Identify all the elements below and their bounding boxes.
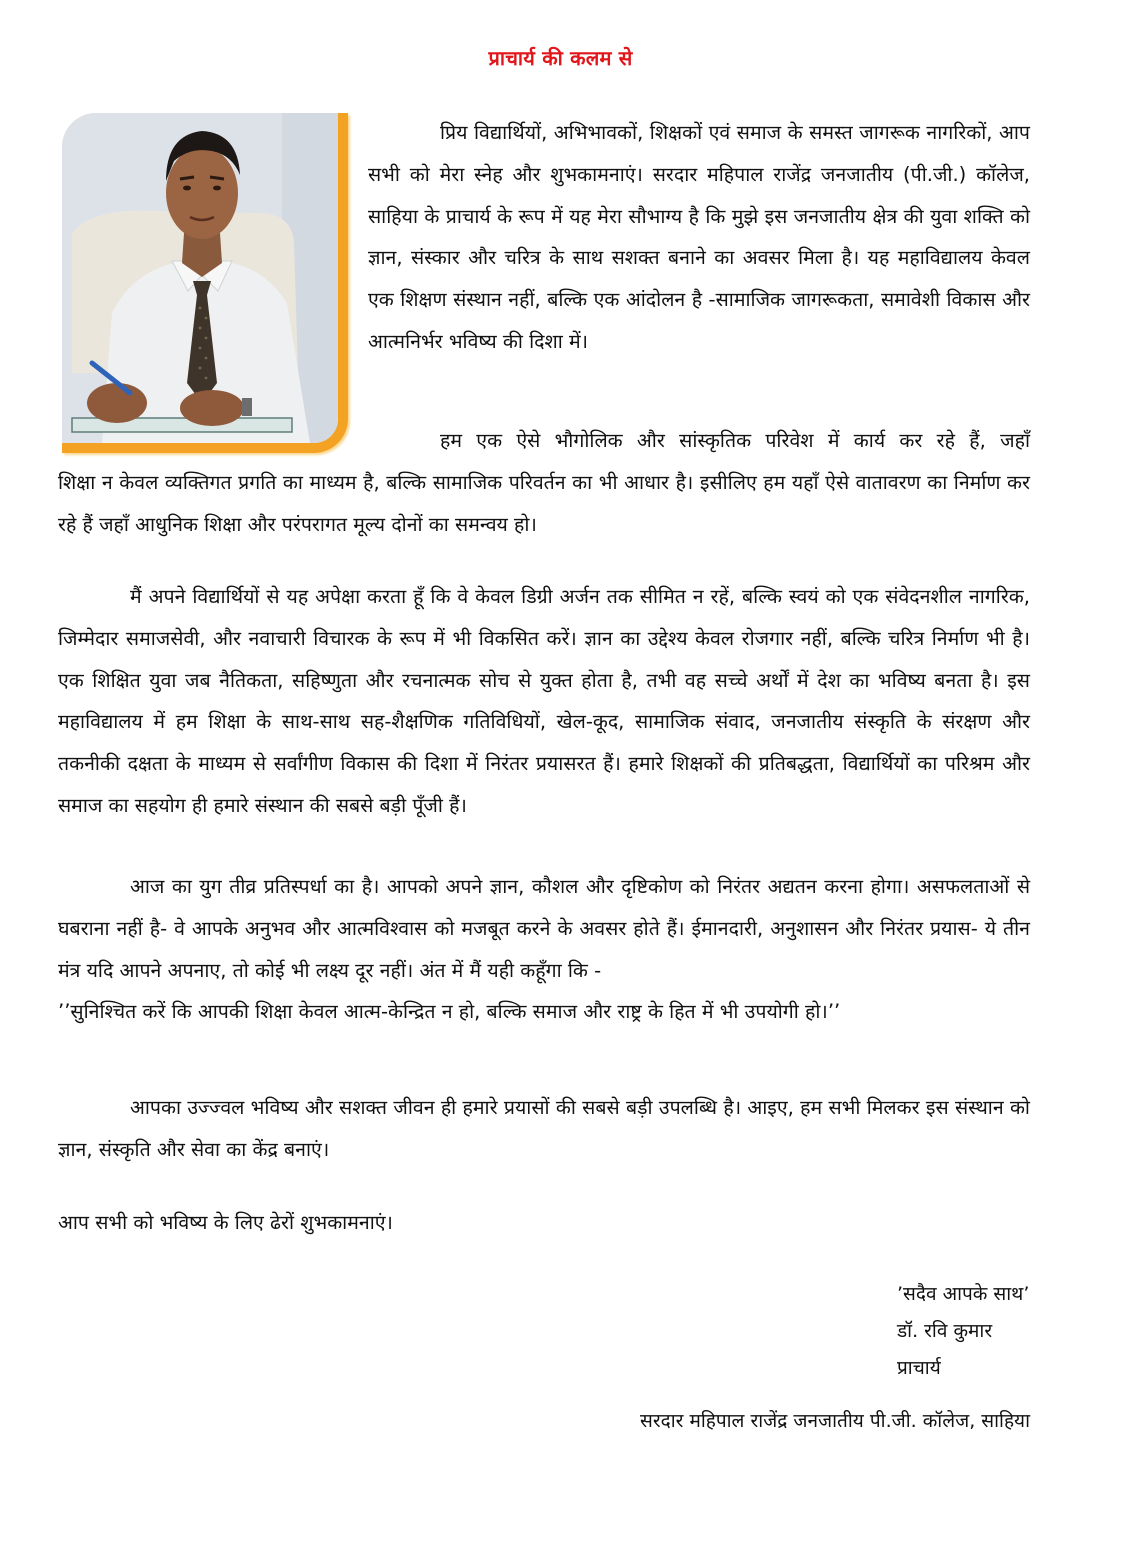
environment-paragraph-rest: शिक्षा न केवल व्यक्तिगत प्रगति का माध्यम है, बल्कि सामाजिक परिवर्तन का भी आधार है। इसीलिए हम यहाँ ऐसे वातावरण का निर्माण कर रहे हैं जहाँ आधुनिक शिक्षा और परंपरागत मूल्य दोनों का समन्वय हो। [58, 470, 1030, 536]
expectations-paragraph: मैं अपने विद्यार्थियों से यह अपेक्षा करता हूँ कि वे केवल डिग्री अर्जन तक सीमित न रहें, बल्कि स्वयं को एक संवेदनशील नागरिक, जिम्मेदार समाजसेवी, और नवाचारी विचारक के रूप में भी विकसित करें। ज्ञान का उद्देश्य केवल रोजगार नहीं, बल्कि चरित्र निर्माण भी है। एक शिक्षित युवा जब नैतिकता, सहिष्णुता और रचनात्मक सोच से युक्त होता है, तभी वह सच्चे अर्थों में देश का भविष्य बनता है। इस महाविद्यालय में हम शिक्षा के साथ-साथ सह-शैक्षणिक गतिविधियों, खेल-कूद, सामाजिक संवाद, जनजातीय संस्कृति के संरक्षण और तकनीकी दक्षता के माध्यम से सर्वांगीण विकास की दिशा में निरंतर प्रयासरत हैं। हमारे शिक्षकों की प्रतिबद्धता, विद्यार्थियों का परिश्रम और समाज का सहयोग ही हमारे संस्थान की सबसे बड़ी पूँजी हैं। [58, 585, 1030, 817]
signature-name: डॉ. रवि कुमार [897, 1320, 993, 1342]
signature-closing: ’सदैव आपके साथ’ [897, 1283, 1030, 1305]
intro-paragraph: प्रिय विद्यार्थियों, अभिभावकों, शिक्षकों एवं समाज के समस्त जागरूक नागरिकों, आप सभी को मेरा स्नेह और शुभकामनाएं। सरदार महिपाल राजेंद्र जनजातीय (पी.जी.) कॉलेज, साहिया के प्राचार्य के रूप में यह मेरा सौभाग्य है कि मुझे इस जनजातीय क्षेत्र की युवा शक्ति को ज्ञान, संस्कार और चरित्र के साथ सशक्त बनाने का अवसर मिला है। यह महाविद्यालय केवल एक शिक्षण संस्थान नहीं, बल्कि एक आंदोलन है -सामाजिक जागरूकता, समावेशी विकास और आत्मनिर्भर भविष्य की दिशा में। [368, 121, 1030, 353]
page-title: प्राचार्य की कलम से [488, 46, 633, 70]
signature-institution: सरदार महिपाल राजेंद्र जनजातीय पी.जी. कॉलेज, साहिया [640, 1410, 1030, 1432]
signature-block [897, 1276, 1029, 1387]
wishes-paragraph: आप सभी को भविष्य के लिए ढेरों शुभकामनाएं। [58, 1211, 393, 1234]
environment-paragraph-first-line: हम एक ऐसे भौगोलिक और सांस्कृतिक परिवेश में कार्य कर रहे हैं, जहाँ [440, 429, 1030, 452]
closing-quote: ’’सुनिश्चित करें कि आपकी शिक्षा केवल आत्म-केन्द्रित न हो, बल्कि समाज और राष्ट्र के हित में भी उपयोगी हो।’’ [58, 1000, 841, 1024]
environment-paragraph [58, 420, 1030, 545]
competition-paragraph [58, 866, 1030, 1033]
principal-photo [62, 113, 348, 453]
competition-paragraph-text: आज का युग तीव्र प्रतिस्पर्धा का है। आपको अपने ज्ञान, कौशल और दृष्टिकोण को निरंतर अद्यतन करना होगा। असफलताओं से घबराना नहीं है- वे आपके अनुभव और आत्मविश्वास को मजबूत करने के अवसर होते हैं। ईमानदारी, अनुशासन और निरंतर प्रयास- ये तीन मंत्र यदि आपने अपनाए, तो कोई भी लक्ष्य दूर नहीं। अंत में मैं यही कहूँगा कि - [58, 875, 1030, 982]
future-paragraph: आपका उज्ज्वल भविष्य और सशक्त जीवन ही हमारे प्रयासों की सबसे बड़ी उपलब्धि है। आइए, हम सभी मिलकर इस संस्थान को ज्ञान, संस्कृति और सेवा का केंद्र बनाएं। [58, 1096, 1030, 1161]
signature-designation: प्राचार्य [897, 1357, 941, 1379]
principal-portrait-image [62, 113, 338, 443]
